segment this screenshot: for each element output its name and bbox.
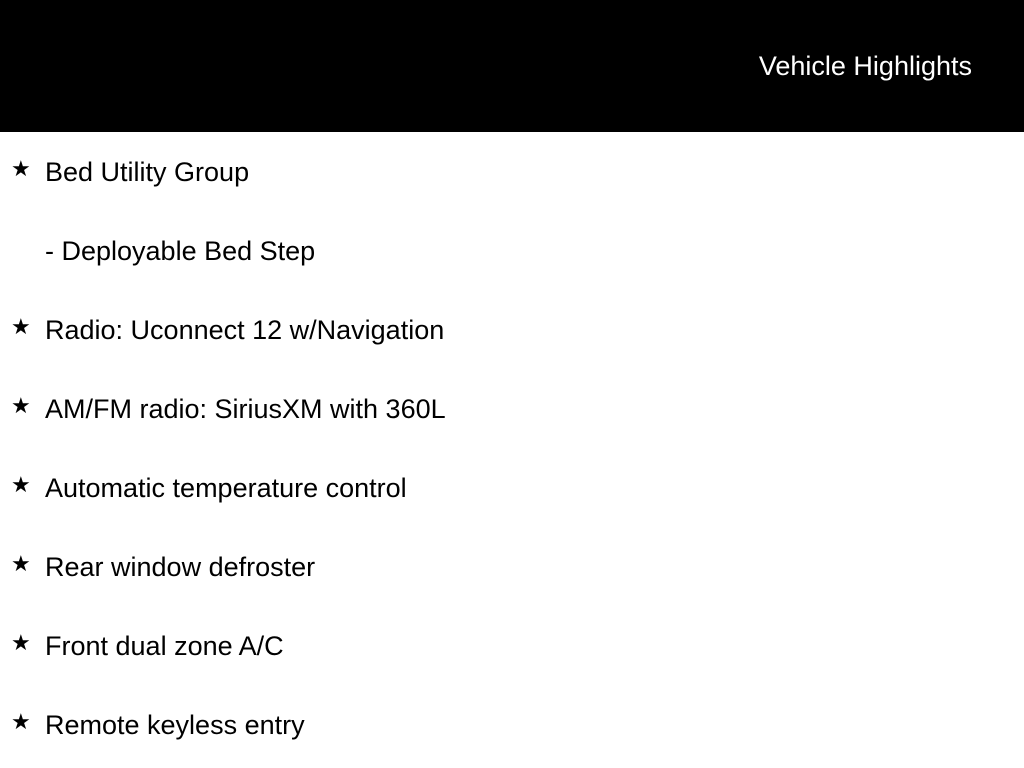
list-item bbox=[0, 132, 1024, 211]
list-item-label: Automatic temperature control bbox=[45, 473, 407, 503]
list-item bbox=[0, 685, 1024, 764]
star-icon: ★ bbox=[11, 314, 31, 339]
star-icon: ★ bbox=[11, 472, 31, 497]
header-bar bbox=[0, 0, 1024, 132]
list-item-label: Front dual zone A/C bbox=[45, 631, 284, 661]
list-item bbox=[0, 290, 1024, 369]
list-item bbox=[0, 527, 1024, 606]
list-item bbox=[0, 606, 1024, 685]
page-title: Vehicle Highlights bbox=[758, 51, 972, 81]
list-item-label: Bed Utility Group bbox=[45, 157, 250, 187]
list-item-label: Radio: Uconnect 12 w/Navigation bbox=[45, 315, 445, 345]
star-icon: ★ bbox=[11, 551, 31, 576]
list-item bbox=[0, 448, 1024, 527]
star-icon: ★ bbox=[11, 393, 31, 418]
star-icon: ★ bbox=[11, 709, 31, 734]
list-item-label: - Deployable Bed Step bbox=[45, 236, 316, 266]
star-icon: ★ bbox=[11, 156, 31, 181]
list-item-label: Rear window defroster bbox=[45, 552, 316, 582]
star-icon: ★ bbox=[11, 630, 31, 655]
list-item-label: AM/FM radio: SiriusXM with 360L bbox=[45, 394, 446, 424]
highlights-list bbox=[0, 132, 1024, 764]
list-item bbox=[0, 369, 1024, 448]
list-item-label: Remote keyless entry bbox=[45, 710, 305, 740]
list-item bbox=[0, 211, 1024, 290]
